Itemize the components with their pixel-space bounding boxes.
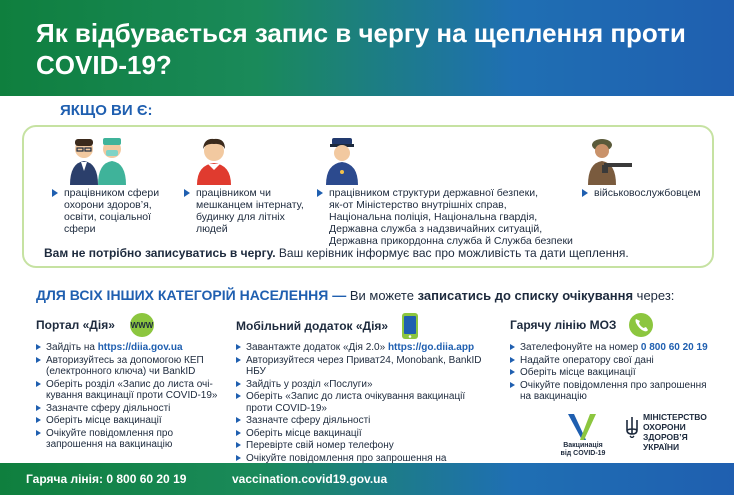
trident-emblem-icon (625, 416, 639, 438)
list-item: Зайдіть на https://diia.gov.ua (36, 342, 226, 354)
other-categories-text-bold: записатись до списку очікування (417, 288, 634, 303)
column-diia-portal (36, 312, 226, 452)
list-item: Перевірте свій номер телефону (236, 440, 496, 452)
section-title-if-you-are: ЯКЩО ВИ Є: (60, 102, 153, 119)
list-item: Очікуйте повідомлення про запрошення на вакцинацію (36, 428, 226, 451)
list-item: Зателефонуйте на номер 0 800 60 20 19 (510, 342, 720, 354)
mobile-app-icon (399, 312, 421, 340)
category-boarding-home (196, 187, 316, 235)
no-queue-note-rest: Ваш керівник інформує вас про можливість та дати щеплення. (275, 246, 629, 260)
vaccination-logo-caption: Вакцинація від COVID-19 (560, 442, 606, 457)
medical-workers-icon (64, 135, 134, 185)
list-item: Надайте оператору свої дані (510, 355, 720, 367)
bullet-arrow-icon (582, 189, 588, 197)
column-header (510, 312, 720, 342)
other-categories-text-a: Ви можете (346, 288, 418, 303)
steps-list (510, 342, 720, 403)
ministry-logo (625, 412, 730, 460)
category-state-security (329, 187, 594, 247)
ministry-name: МІНІСТЕРСТВО ОХОРОНИ ЗДОРОВ’Я УКРАЇНИ (643, 412, 707, 452)
footer-website-link[interactable]: vaccination.covid19.gov.ua (232, 472, 388, 486)
column-title: Гарячу лінію МОЗ (510, 318, 617, 332)
list-item: Авторизуйтеся через Приват24, Monobank, BankID НБУ (236, 355, 496, 378)
list-item: Очікуйте повідомлення про запрошення на (236, 453, 496, 476)
steps-list (36, 342, 226, 451)
column-diia-mobile-app (236, 312, 496, 477)
other-categories-line (36, 287, 716, 303)
category-text: військовослужбовцем (594, 187, 701, 199)
bullet-arrow-icon (184, 189, 190, 197)
category-text: працівником чи мешканцем інтернату, будинку для літніх людей (196, 187, 304, 235)
list-item: Зайдіть у розділ «Послуги» (236, 379, 496, 391)
footer-bar (0, 463, 734, 495)
police-officer-icon (324, 135, 360, 185)
svg-text:WWW: WWW (131, 321, 154, 330)
list-item: Очікуйте повідомлення про запрошення на вакцинацію (510, 380, 720, 403)
category-text: працівником структури державної безпеки, як-от Міністерство внутрішніх справ, Національна поліція, Національна гвардія, Державна служба з надзвичайних ситуацій, Державна прикордонна служба й Служба безпеки (329, 187, 573, 247)
no-queue-note (44, 246, 694, 260)
column-header (236, 312, 496, 342)
list-item: Оберіть місце вакцинації (236, 428, 496, 440)
category-health-education (64, 187, 184, 235)
soldier-icon (582, 135, 634, 185)
vaccination-logo (552, 412, 612, 460)
other-categories-text-b: через: (633, 288, 675, 303)
bullet-arrow-icon (52, 189, 58, 197)
page-title: Як відбувається запис в чергу на щеплення проти COVID-19? (36, 18, 686, 80)
no-queue-note-bold: Вам не потрібно записуватись в чергу. (44, 246, 276, 260)
hotline-number[interactable]: 0 800 60 20 19 (640, 342, 708, 353)
diia-portal-link[interactable]: https://diia.gov.ua (97, 342, 183, 353)
category-military (594, 187, 704, 199)
column-title: Мобільний додаток «Дія» (236, 319, 389, 333)
other-categories-heading: ДЛЯ ВСІХ ІНШИХ КАТЕГОРІЙ НАСЕЛЕННЯ — (36, 287, 347, 303)
list-item: Оберіть місце вакцинації (36, 415, 226, 427)
categories-panel (22, 125, 714, 268)
phone-icon (627, 312, 655, 338)
column-title: Портал «Дія» (36, 318, 115, 332)
list-item: Зазначте сферу діяльності (236, 415, 496, 427)
list-item: Оберіть розділ «Запис до листа очі- кування вакцинації проти COVID-19» (36, 379, 226, 402)
steps-list (236, 342, 496, 476)
bullet-arrow-icon (317, 189, 323, 197)
list-item: Оберіть місце вакцинації (510, 367, 720, 379)
diia-app-link[interactable]: https://go.diia.app (387, 342, 475, 353)
column-header (36, 312, 226, 342)
list-item: Оберіть «Запис до листа очікування вакцинації проти COVID-19» (236, 391, 496, 414)
vaccination-v-logo-icon (552, 412, 612, 444)
www-globe-icon (125, 312, 159, 338)
caregiver-icon (194, 135, 234, 185)
list-item: Зазначте сферу діяльності (36, 403, 226, 415)
list-item: Авторизуйтесь за допомогою КЕП (електронного ключа) чи BankID (36, 355, 226, 378)
footer-hotline: Гаряча лінія: 0 800 60 20 19 (26, 472, 187, 486)
column-moz-hotline (510, 312, 720, 404)
header-banner (0, 0, 734, 96)
list-item: Завантажте додаток «Дія 2.0» https://go.diia.app (236, 342, 496, 354)
category-text: працівником сфери охорони здоров’я, освіти, соціальної сфери (64, 187, 160, 235)
